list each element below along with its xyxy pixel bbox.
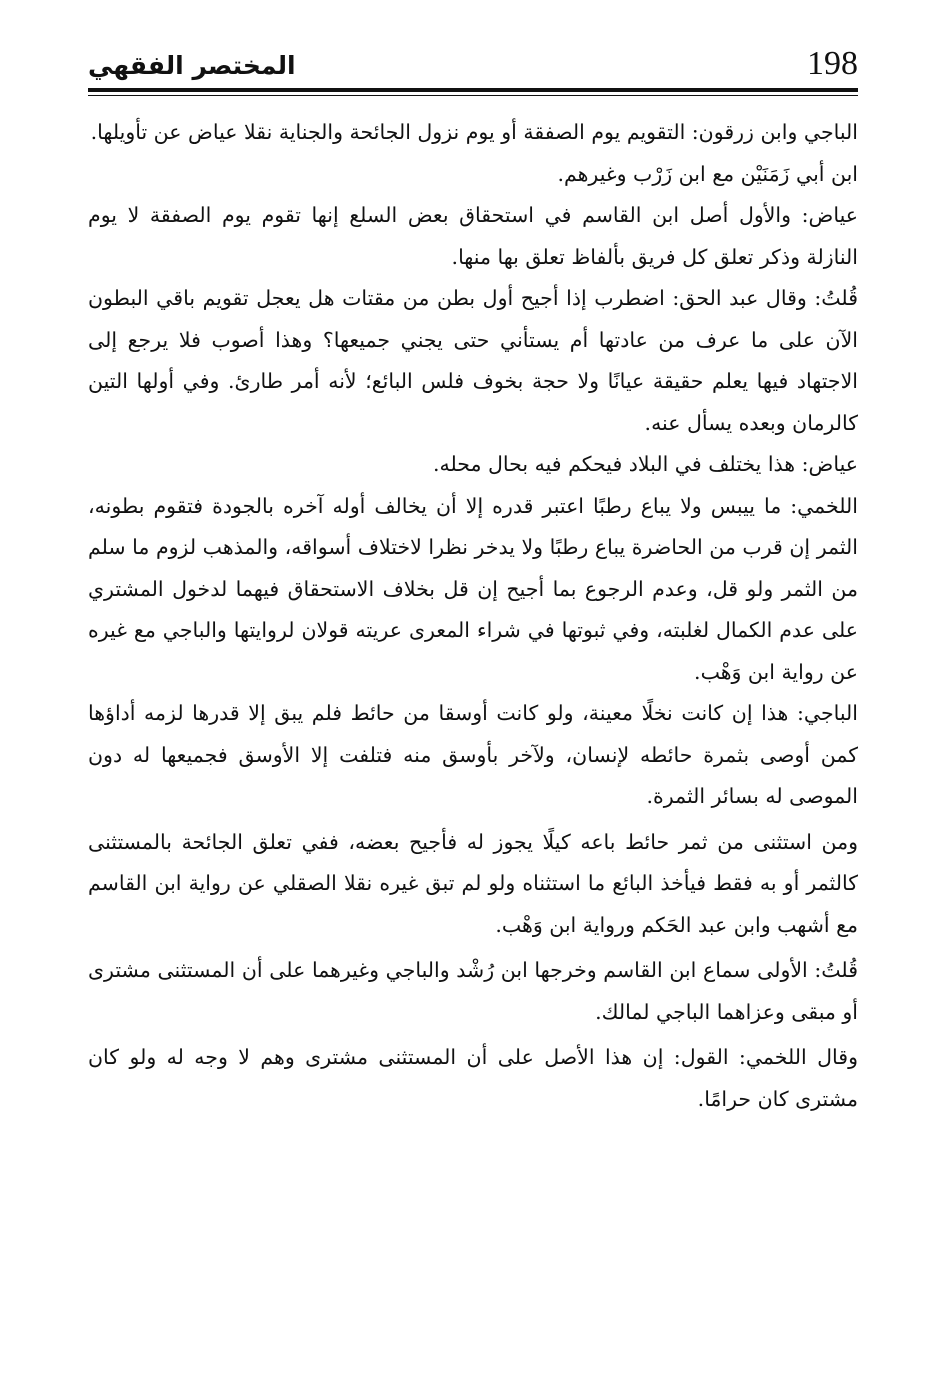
header-rule-thin: [88, 95, 858, 96]
paragraph: عياض: والأول أصل ابن القاسم في استحقاق بعض السلع إنها تقوم يوم الصفقة لا يوم النازلة وذكر تعلق كل فريق بألفاظ تعلق بها منها.: [88, 203, 858, 269]
paragraph: عياض: هذا يختلف في البلاد فيحكم فيه بحال محله.: [432, 452, 858, 476]
paragraph: ومن استثنى من ثمر حائط باعه كيلًا يجوز له فأجيح بعضه، ففي تعلق الجائحة بالمستثنى كالثمر أو به فقط فيأخذ البائع ما استثناه ولو لم تبق غيره نقلا الصقلي عن رواية ابن القاسم مع أشهب وابن عبد الحَكم ورواية ابن وَهْب.: [88, 829, 858, 937]
paragraph: الباجي وابن زرقون: التقويم يوم الصفقة أو يوم نزول الجائحة والجناية نقلا عياض عن تأويلها.: [90, 120, 858, 144]
paragraph: ابن أبي زَمَنَيْن مع ابن زَرْب وغيرهم.: [557, 161, 858, 186]
paragraph: قُلتُ: الأولى سماع ابن القاسم وخرجها ابن رُشْد والباجي وغيرهما على أن المستثنى مشترى أو مبقى وعزاهما الباجي لمالك.: [88, 958, 858, 1024]
running-title: المختصر الفقهي: [88, 51, 296, 80]
paragraph: قُلتُ: وقال عبد الحق: اضطرب إذا أجيح أول بطن من مقتات هل يعجل تقويم باقي البطون الآن على ما عرف من عادتها أم يستأني حتى يجني جميعها؟ وهذا أصوب فلا يرجع إلى الاجتهاد فيها يعلم حقيقة عيانًا ولا حجة بخوف فلس البائع؛ لأنه أمر طارئ. وفي أولها التين كالرمان وبعده يسأل عنه.: [88, 286, 858, 435]
body-text: [88, 112, 858, 1120]
page-header: [88, 44, 858, 88]
paragraph: الباجي: هذا إن كانت نخلًا معينة، ولو كانت أوسقا من حائط فلم يبق إلا قدرها لزمه أداؤها كمن أوصى بثمرة حائطه لإنسان، ولآخر بأوسق منه فتلفت إلا الأوسق فجميعها له دون الموصى له بسائر الثمرة.: [88, 701, 858, 808]
paragraph: وقال اللخمي: القول: إن هذا الأصل على أن المستثنى مشترى وهم لا وجه له ولو كان مشترى كان حرامًا.: [88, 1045, 858, 1111]
paragraph: اللخمي: ما ييبس ولا يباع رطبًا اعتبر قدره إلا أن يخالف أوله آخره بالجودة فتقوم بطونه، الثمر إن قرب من الحاضرة يباع رطبًا ولا يدخر نظرا لاختلاف أسواقه، والمذهب لزوم ما سلم من الثمر ولو قل، وعدم الرجوع بما أجيح إن قل بخلاف الاستحقاق فيهما لدخول المشتري على عدم الكمال لغلبته، وفي ثبوتها في شراء المعرى عريته قولان لروايتها والباجي مع غيره عن رواية ابن وَهْب.: [88, 493, 858, 684]
header-rule-thick: [88, 88, 858, 92]
page-number: 198: [807, 45, 858, 82]
